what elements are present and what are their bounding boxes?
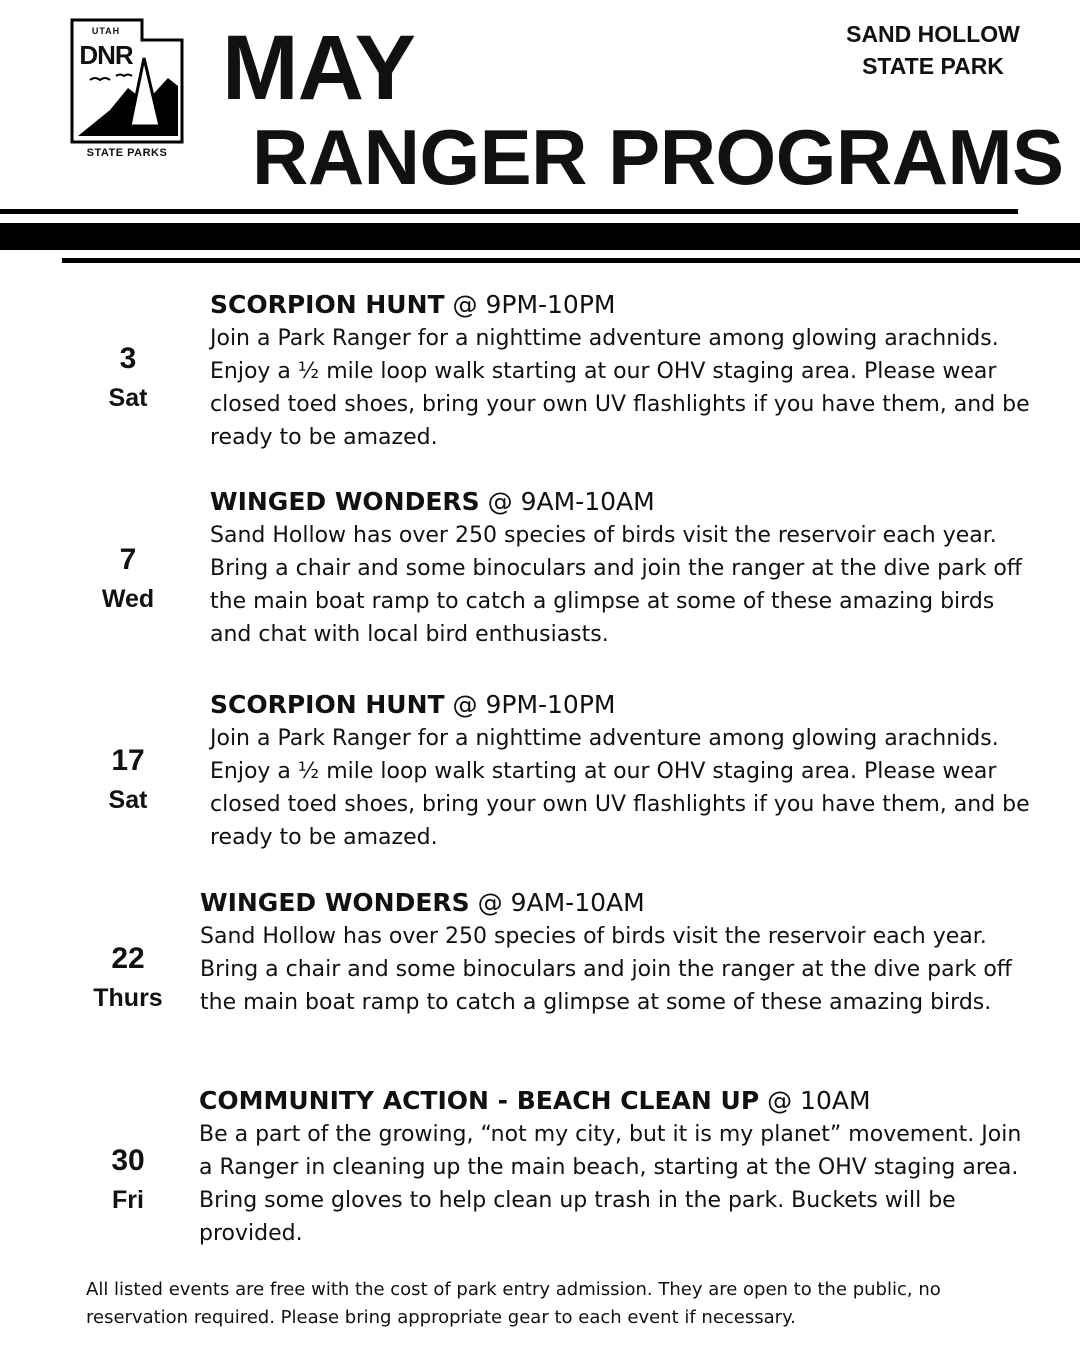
logo-utah-text: UTAH bbox=[91, 26, 121, 36]
event-weekday: Thurs bbox=[93, 984, 163, 1012]
event-name: WINGED WONDERS bbox=[210, 487, 480, 516]
page-title: RANGER PROGRAMS bbox=[252, 113, 1064, 201]
event-description: Sand Hollow has over 250 species of birds visit the reservoir each year. Bring a chair and some binoculars and join the ranger at the dive park off the main boat ramp to catch a glimpse at some of these amazing birds and chat with local bird enthusiasts. bbox=[210, 523, 1022, 647]
event-name: SCORPION HUNT bbox=[210, 690, 445, 719]
event-weekday: Wed bbox=[101, 585, 155, 613]
event-details bbox=[199, 1086, 1029, 1250]
event-details bbox=[210, 290, 1040, 454]
footer-note: All listed events are free with the cost of park entry admission. They are open to the public, no reservation required. Please bring appropriate gear to each event if necessary. bbox=[86, 1279, 941, 1328]
event-date bbox=[70, 944, 186, 1011]
utah-state-parks-logo bbox=[70, 18, 184, 158]
event-weekday: Sat bbox=[108, 384, 148, 412]
event-day: 22 bbox=[111, 942, 145, 975]
event-date bbox=[70, 746, 186, 813]
event-heading bbox=[210, 290, 1040, 320]
event-description: Sand Hollow has over 250 species of birds visit the reservoir each year. Bring a chair and some binoculars and join the ranger at the dive park off the main boat ramp to catch a glimpse at some of these amazing birds. bbox=[200, 924, 1012, 1015]
park-name bbox=[830, 18, 1036, 82]
event-weekday: Sat bbox=[108, 786, 148, 814]
event-heading bbox=[210, 690, 1040, 720]
event-time: @ 10AM bbox=[759, 1086, 871, 1115]
month-title: MAY bbox=[222, 17, 415, 119]
event-description: Join a Park Ranger for a nighttime adventure among glowing arachnids. Enjoy a ½ mile loop walk starting at our OHV staging area. Please wear closed toed shoes, bring your own UV flashlights if you have them, and be ready to be amazed. bbox=[210, 726, 1030, 850]
event-date bbox=[70, 1146, 186, 1213]
event-day: 7 bbox=[119, 543, 137, 576]
event-weekday: Fri bbox=[112, 1186, 144, 1214]
logo-dnr-text: DNR bbox=[79, 40, 133, 70]
header-rule-thick bbox=[0, 223, 1080, 250]
event-details bbox=[210, 487, 1040, 651]
event-date bbox=[70, 545, 186, 612]
event-description: Join a Park Ranger for a nighttime adventure among glowing arachnids. Enjoy a ½ mile loop walk starting at our OHV staging area. Please wear closed toed shoes, bring your own UV flashlights if you have them, and be ready to be amazed. bbox=[210, 326, 1030, 450]
event-name: SCORPION HUNT bbox=[210, 290, 445, 319]
logo-state-parks-text: STATE PARKS bbox=[86, 147, 168, 159]
event-heading bbox=[199, 1086, 1029, 1116]
park-name-line-1: SAND HOLLOW bbox=[846, 21, 1020, 47]
event-day: 30 bbox=[111, 1144, 145, 1177]
event-time: @ 9AM-10AM bbox=[479, 487, 655, 516]
event-description: Be a part of the growing, “not my city, but it is my planet” movement. Join a Ranger in cleaning up the main beach, starting at the OHV staging area. Bring some gloves to help clean up trash in the park. Buckets will be provided. bbox=[199, 1122, 1022, 1246]
event-details bbox=[210, 690, 1040, 854]
event-name: WINGED WONDERS bbox=[200, 888, 470, 917]
event-time: @ 9AM-10AM bbox=[469, 888, 645, 917]
event-heading bbox=[200, 888, 1030, 918]
event-day: 3 bbox=[119, 342, 137, 375]
event-details bbox=[200, 888, 1030, 1019]
event-date bbox=[70, 344, 186, 411]
event-name: COMMUNITY ACTION - BEACH CLEAN UP bbox=[199, 1086, 760, 1115]
event-time: @ 9PM-10PM bbox=[444, 290, 616, 319]
header-rule-thin-bottom bbox=[62, 258, 1080, 263]
utah-outline-icon bbox=[70, 18, 184, 158]
event-heading bbox=[210, 487, 1040, 517]
park-name-line-2: STATE PARK bbox=[862, 53, 1004, 80]
event-time: @ 9PM-10PM bbox=[444, 690, 616, 719]
event-day: 17 bbox=[111, 744, 145, 777]
header-rule-thin-top bbox=[0, 209, 1018, 214]
